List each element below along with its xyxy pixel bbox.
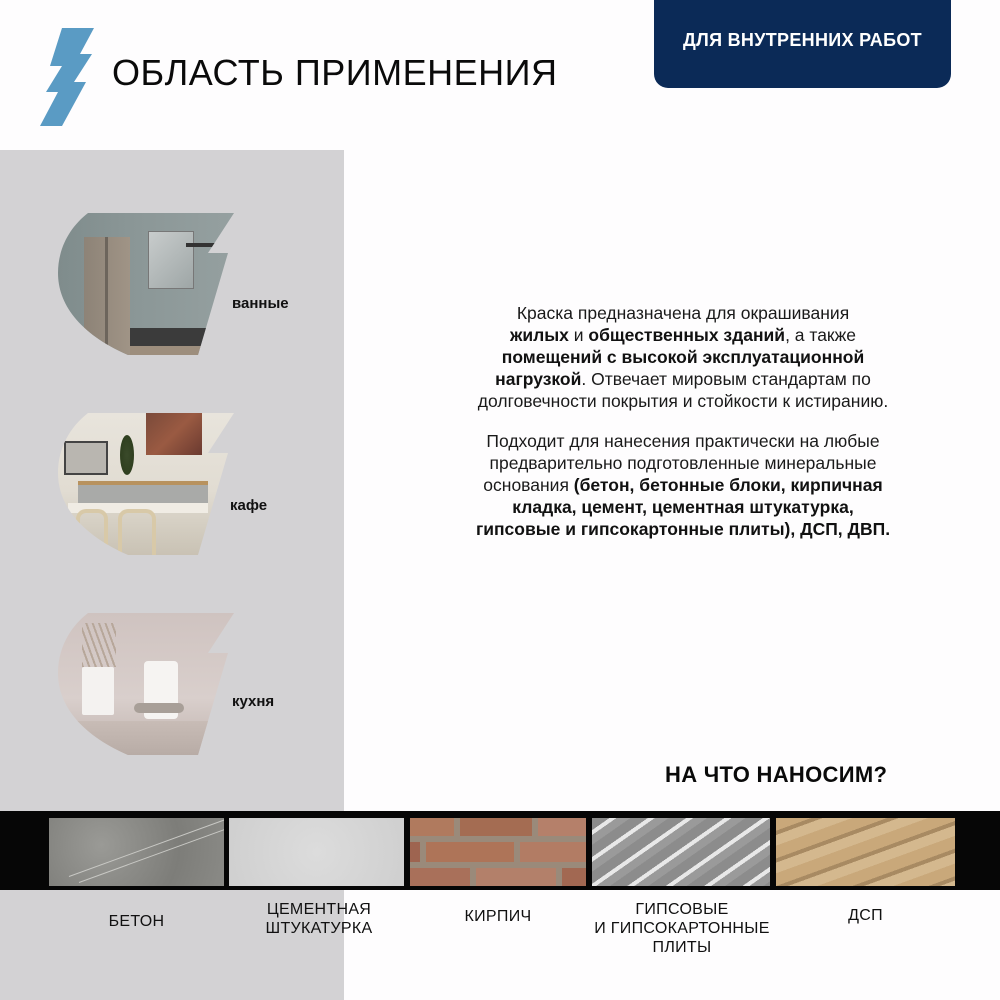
surface-label-cement-plaster: ЦЕМЕНТНАЯ ШТУКАТУРКА	[265, 901, 373, 937]
application-label: кухня	[232, 693, 275, 710]
cement-plaster-image	[229, 818, 404, 886]
surfaces-title: НА ЧТО НАНОСИМ?	[665, 762, 888, 787]
lightning-bolt-icon	[38, 26, 98, 128]
application-label: кафе	[230, 497, 268, 514]
bathroom-image	[58, 213, 234, 355]
description-paragraph-1: Краска предназначена для окрашивания жилых и общественных зданий, а также помещений с высокой эксплуатационной нагрузкой. Отвечает мировым стандартам по долговечности покрытия и стойкости к истиранию.	[477, 303, 889, 411]
page-title: ОБЛАСТЬ ПРИМЕНЕНИЯ	[112, 52, 558, 93]
chipboard-image	[776, 818, 955, 886]
application-bathroom	[58, 213, 289, 355]
concrete-image	[49, 818, 224, 886]
gypsum-boards-image	[592, 818, 770, 886]
brick-image	[410, 818, 586, 886]
surface-label-chipboard: ДСП	[848, 907, 883, 924]
surface-label-gypsum: ГИПСОВЫЕ И ГИПСОКАРТОННЫЕ ПЛИТЫ	[594, 901, 770, 956]
surface-label-brick: КИРПИЧ	[464, 908, 532, 925]
description-paragraph-2: Подходит для нанесения практически на любые предварительно подготовленные минеральные основания (бетон, бетонные блоки, кирпичная кладка, цемент, цементная штукатурка, гипсовые и гипсокартонные плиты), ДСП, ДВП.	[475, 431, 891, 539]
interior-use-badge: ДЛЯ ВНУТРЕННИХ РАБОТ	[654, 0, 951, 88]
application-kitchen	[58, 613, 275, 755]
application-cafe	[58, 413, 268, 555]
application-label: ванные	[232, 295, 289, 312]
kitchen-image	[58, 613, 234, 755]
surface-label-concrete: БЕТОН	[108, 913, 165, 930]
cafe-image	[58, 413, 234, 555]
